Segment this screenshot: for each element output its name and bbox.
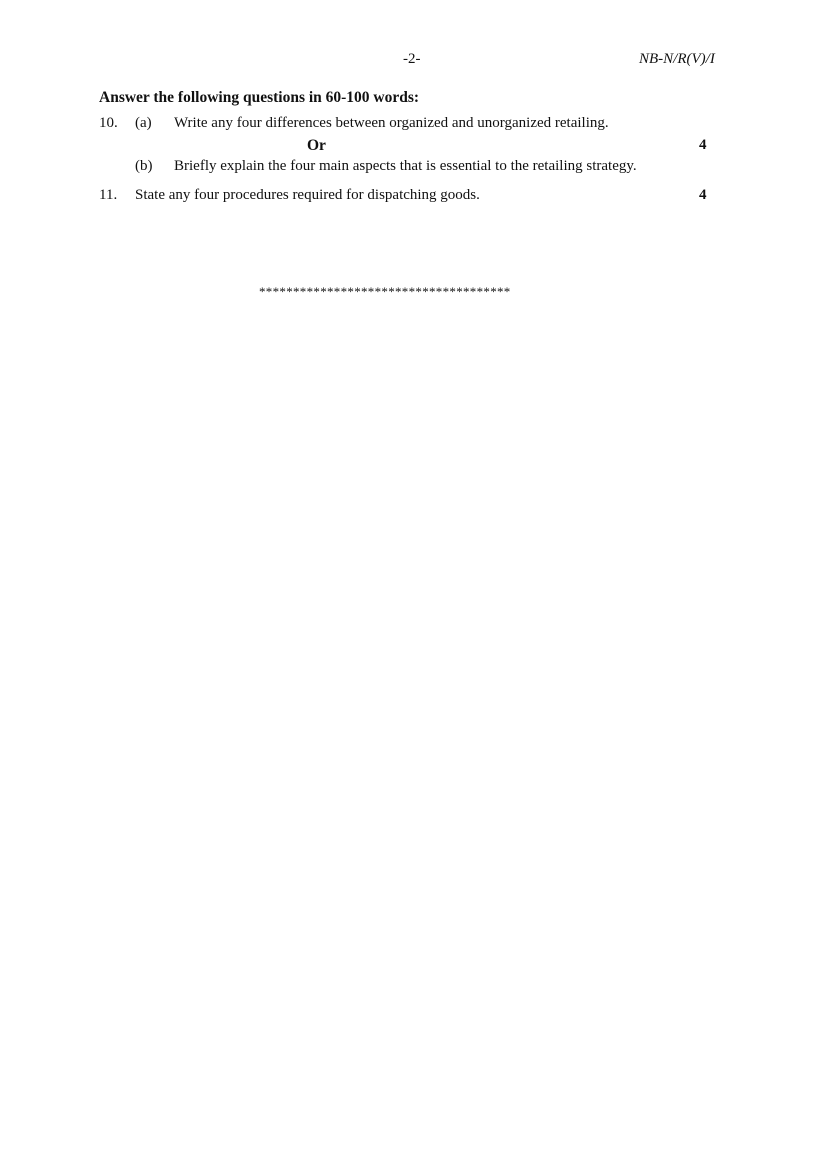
page-number: -2- xyxy=(403,51,421,67)
question-number: 11. xyxy=(99,187,118,203)
question-text: State any four procedures required for dispatching goods. xyxy=(135,187,480,203)
section-instruction: Answer the following questions in 60-100 words: xyxy=(99,89,420,106)
part-label-a: (a) xyxy=(135,115,152,131)
question-number: 10. xyxy=(99,115,118,131)
end-of-paper-marker: ************************************* xyxy=(259,284,511,299)
or-separator: Or xyxy=(307,137,326,154)
paper-code: NB-N/R(V)/I xyxy=(639,51,715,67)
marks-value: 4 xyxy=(699,187,707,203)
part-label-b: (b) xyxy=(135,158,153,174)
question-text-a: Write any four differences between organized and unorganized retailing. xyxy=(174,115,609,131)
marks-value: 4 xyxy=(699,137,707,153)
question-text-b: Briefly explain the four main aspects that is essential to the retailing strategy. xyxy=(174,158,637,174)
